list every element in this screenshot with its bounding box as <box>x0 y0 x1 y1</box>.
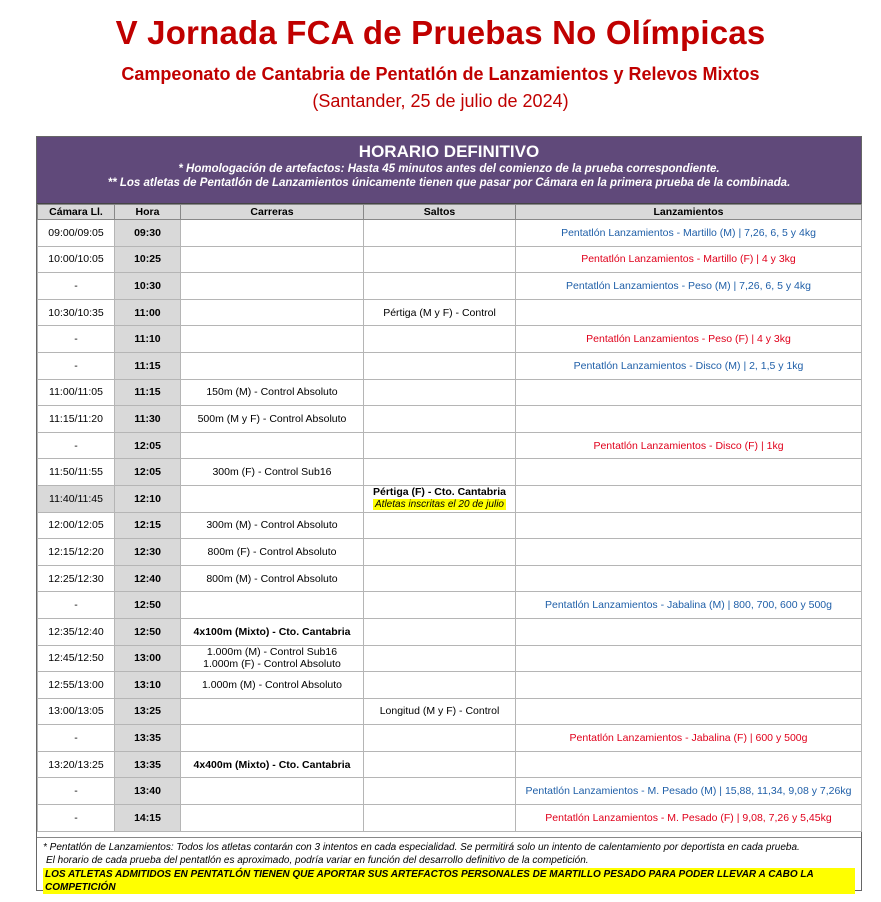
lanzamientos-cell <box>516 512 862 539</box>
footer-line-1 <box>43 841 855 854</box>
table-row <box>38 406 862 433</box>
saltos-cell <box>364 485 516 512</box>
lanzamientos-cell: Pentatlón Lanzamientos - M. Pesado (M) | 15,88, 11,34, 9,08 y 7,26kg <box>516 778 862 805</box>
schedule-table <box>37 204 862 832</box>
camara-cell: 12:25/12:30 <box>38 565 115 592</box>
table-row <box>38 379 862 406</box>
lanzamientos-cell: Pentatlón Lanzamientos - Peso (M) | 7,26, 6, 5 y 4kg <box>516 273 862 300</box>
lanzamientos-cell <box>516 618 862 645</box>
saltos-cell <box>364 565 516 592</box>
hora-cell: 13:40 <box>115 778 181 805</box>
page-subtitle: Campeonato de Cantabria de Pentatlón de Lanzamientos y Relevos Mixtos <box>121 64 760 84</box>
page-title: V Jornada FCA de Pruebas No Olímpicas <box>115 14 766 51</box>
camara-cell: 12:00/12:05 <box>38 512 115 539</box>
table-row <box>38 778 862 805</box>
carreras-cell <box>181 778 364 805</box>
camara-cell: - <box>38 352 115 379</box>
table-row <box>38 512 862 539</box>
carreras-cell <box>181 352 364 379</box>
saltos-cell <box>364 432 516 459</box>
carreras-cell <box>181 220 364 247</box>
saltos-cell <box>364 592 516 619</box>
carreras-cell <box>181 246 364 273</box>
saltos-cell <box>364 672 516 699</box>
camara-cell: 12:35/12:40 <box>38 618 115 645</box>
camara-cell: 11:00/11:05 <box>38 379 115 406</box>
carreras-cell: 4x100m (Mixto) - Cto. Cantabria <box>181 618 364 645</box>
table-row <box>38 352 862 379</box>
table-row <box>38 672 862 699</box>
footer-text-1: Todos los atletas contarán con 3 intentos en cada especialidad. Se permitirá solo un intento de calentamiento por deportista en cada prueba. <box>173 842 800 853</box>
col-camara: Cámara Ll. <box>38 205 115 220</box>
schedule-header <box>37 137 861 204</box>
hora-cell: 12:05 <box>115 459 181 486</box>
saltos-cell <box>364 220 516 247</box>
camara-cell: 11:50/11:55 <box>38 459 115 486</box>
carreras-cell <box>181 299 364 326</box>
camara-cell: 09:00/09:05 <box>38 220 115 247</box>
lanzamientos-cell: Pentatlón Lanzamientos - Martillo (F) | 4 y 3kg <box>516 246 862 273</box>
schedule-title: HORARIO DEFINITIVO <box>358 142 540 161</box>
carreras-cell <box>181 592 364 619</box>
hora-cell: 11:15 <box>115 379 181 406</box>
table-row <box>38 645 862 672</box>
hora-cell: 12:15 <box>115 512 181 539</box>
lanzamientos-cell <box>516 565 862 592</box>
lanzamientos-cell <box>516 406 862 433</box>
table-row <box>38 751 862 778</box>
camara-cell: 12:15/12:20 <box>38 539 115 566</box>
col-carreras: Carreras <box>181 205 364 220</box>
table-row <box>38 432 862 459</box>
camara-cell: - <box>38 592 115 619</box>
lanzamientos-cell: Pentatlón Lanzamientos - M. Pesado (F) | 9,08, 7,26 y 5,45kg <box>516 805 862 832</box>
saltos-cell <box>364 778 516 805</box>
camara-cell: 10:30/10:35 <box>38 299 115 326</box>
carreras-cell <box>181 645 364 672</box>
carreras-line: 1.000m (F) - Control Absoluto <box>203 658 341 671</box>
lanzamientos-cell: Pentatlón Lanzamientos - Jabalina (M) | 800, 700, 600 y 500g <box>516 592 862 619</box>
lanzamientos-cell: Pentatlón Lanzamientos - Peso (F) | 4 y 3kg <box>516 326 862 353</box>
carreras-cell: 4x400m (Mixto) - Cto. Cantabria <box>181 751 364 778</box>
saltos-cell <box>364 539 516 566</box>
lanzamientos-cell: Pentatlón Lanzamientos - Disco (M) | 2, 1,5 y 1kg <box>516 352 862 379</box>
lanzamientos-cell: Pentatlón Lanzamientos - Martillo (M) | 7,26, 6, 5 y 4kg <box>516 220 862 247</box>
carreras-cell: 300m (M) - Control Absoluto <box>181 512 364 539</box>
schedule-sheet <box>36 136 862 891</box>
camara-cell: - <box>38 805 115 832</box>
saltos-cell <box>364 379 516 406</box>
saltos-cell <box>364 273 516 300</box>
carreras-cell: 300m (F) - Control Sub16 <box>181 459 364 486</box>
camara-cell: 12:45/12:50 <box>38 645 115 672</box>
hora-cell: 13:10 <box>115 672 181 699</box>
saltos-cell: Longitud (M y F) - Control <box>364 698 516 725</box>
table-row <box>38 273 862 300</box>
table-row <box>38 565 862 592</box>
lanzamientos-cell <box>516 645 862 672</box>
hora-cell: 09:30 <box>115 220 181 247</box>
carreras-cell: 500m (M y F) - Control Absoluto <box>181 406 364 433</box>
carreras-cell <box>181 485 364 512</box>
hora-cell: 10:30 <box>115 273 181 300</box>
footer-line-2: El horario de cada prueba del pentatlón es aproximado, podría variar en función del desarrollo definitivo de la competición. <box>46 855 589 866</box>
saltos-cell <box>364 512 516 539</box>
saltos-cell <box>364 618 516 645</box>
camara-cell: 11:15/11:20 <box>38 406 115 433</box>
hora-cell: 13:25 <box>115 698 181 725</box>
hora-cell: 12:10 <box>115 485 181 512</box>
lanzamientos-cell <box>516 698 862 725</box>
lanzamientos-cell <box>516 539 862 566</box>
table-row <box>38 725 862 752</box>
table-row <box>38 459 862 486</box>
hora-cell: 12:50 <box>115 618 181 645</box>
saltos-cell <box>364 645 516 672</box>
footer-label: * Pentatlón de Lanzamientos: <box>43 842 174 853</box>
table-row <box>38 539 862 566</box>
camara-cell: 11:40/11:45 <box>38 485 115 512</box>
carreras-cell <box>181 432 364 459</box>
lanzamientos-cell <box>516 751 862 778</box>
saltos-cell <box>364 459 516 486</box>
camera-note: ** Los atletas de Pentatlón de Lanzamientos únicamente tienen que pasar por Cámara en la primera prueba de la combinada. <box>107 177 791 189</box>
table-row <box>38 326 862 353</box>
camara-cell: - <box>38 725 115 752</box>
footer-warning: LOS ATLETAS ADMITIDOS EN PENTATLÓN TIENEN QUE APORTAR SUS ARTEFACTOS PERSONALES DE MARTILLO PESADO PARA PODER LLEVAR A CABO LA COMPETICIÓN <box>43 868 855 894</box>
camara-cell: - <box>38 778 115 805</box>
saltos-cell: Pértiga (M y F) - Control <box>364 299 516 326</box>
table-row <box>38 246 862 273</box>
carreras-cell <box>181 725 364 752</box>
table-row <box>38 698 862 725</box>
hora-cell: 12:30 <box>115 539 181 566</box>
carreras-cell <box>181 273 364 300</box>
saltos-cell <box>364 352 516 379</box>
hora-cell: 12:40 <box>115 565 181 592</box>
table-row <box>38 220 862 247</box>
table-row <box>38 805 862 832</box>
saltos-cell <box>364 246 516 273</box>
carreras-line: 1.000m (M) - Control Sub16 <box>206 646 338 659</box>
event-date: (Santander, 25 de julio de 2024) <box>312 91 569 111</box>
hora-cell: 11:10 <box>115 326 181 353</box>
hora-cell: 11:00 <box>115 299 181 326</box>
camara-cell: 10:00/10:05 <box>38 246 115 273</box>
carreras-cell: 800m (F) - Control Absoluto <box>181 539 364 566</box>
camara-cell: - <box>38 326 115 353</box>
table-row <box>38 485 862 512</box>
carreras-cell: 150m (M) - Control Absoluto <box>181 379 364 406</box>
saltos-cell <box>364 805 516 832</box>
carreras-cell: 1.000m (M) - Control Absoluto <box>181 672 364 699</box>
column-header-row <box>38 205 862 220</box>
lanzamientos-cell <box>516 379 862 406</box>
col-hora: Hora <box>115 205 181 220</box>
saltos-cell <box>364 725 516 752</box>
hora-cell: 11:30 <box>115 406 181 433</box>
hora-cell: 14:15 <box>115 805 181 832</box>
carreras-cell <box>181 698 364 725</box>
homologation-note: * Homologación de artefactos: Hasta 45 minutos antes del comienzo de la prueba correspondiente. <box>178 163 720 175</box>
footer-notes <box>37 837 861 893</box>
hora-cell: 13:35 <box>115 751 181 778</box>
camara-cell: - <box>38 432 115 459</box>
saltos-cell <box>364 751 516 778</box>
camara-cell: 13:00/13:05 <box>38 698 115 725</box>
lanzamientos-cell <box>516 672 862 699</box>
hora-cell: 13:35 <box>115 725 181 752</box>
saltos-line: Pértiga (F) - Cto. Cantabria <box>372 486 506 499</box>
lanzamientos-cell <box>516 485 862 512</box>
hora-cell: 12:50 <box>115 592 181 619</box>
carreras-cell <box>181 326 364 353</box>
lanzamientos-cell <box>516 299 862 326</box>
carreras-cell <box>181 805 364 832</box>
lanzamientos-cell: Pentatlón Lanzamientos - Jabalina (F) | 600 y 500g <box>516 725 862 752</box>
table-row <box>38 618 862 645</box>
col-lanzamientos: Lanzamientos <box>516 205 862 220</box>
lanzamientos-cell: Pentatlón Lanzamientos - Disco (F) | 1kg <box>516 432 862 459</box>
carreras-cell: 800m (M) - Control Absoluto <box>181 565 364 592</box>
saltos-cell <box>364 406 516 433</box>
hora-cell: 11:15 <box>115 352 181 379</box>
col-saltos: Saltos <box>364 205 516 220</box>
camara-cell: 13:20/13:25 <box>38 751 115 778</box>
camara-cell: 12:55/13:00 <box>38 672 115 699</box>
saltos-cell <box>364 326 516 353</box>
hora-cell: 12:05 <box>115 432 181 459</box>
hora-cell: 10:25 <box>115 246 181 273</box>
lanzamientos-cell <box>516 459 862 486</box>
saltos-highlight-note: Atletas inscritas el 20 de julio <box>375 499 504 511</box>
table-row <box>38 592 862 619</box>
camara-cell: - <box>38 273 115 300</box>
hora-cell: 13:00 <box>115 645 181 672</box>
table-row <box>38 299 862 326</box>
